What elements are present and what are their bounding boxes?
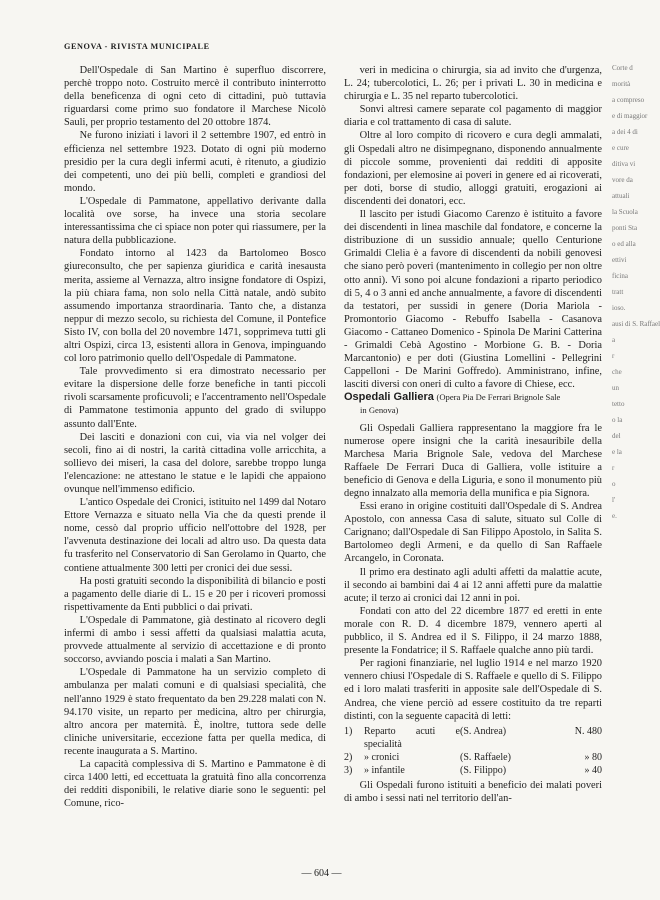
paragraph: Gli Ospedali furono istituiti a beneficio dei malati poveri di ambo i sessi nati nel territorio dell'an- bbox=[344, 780, 602, 805]
bleed-fragment: ditiva vi bbox=[612, 160, 636, 168]
capacity-val: N. 480 bbox=[574, 725, 602, 737]
page-number: — 604 — bbox=[301, 868, 342, 879]
paragraph: Essi erano in origine costituiti dall'Ospedale di S. Andrea Apostolo, con annessa Casa di salute, situato sul Colle di Carignano; dall'Ospedale di San Filippo Apostolo, in Salita S. Bartolomeo degli Armeni, e da quello di San Raffaele Arcangelo, in Coronata. bbox=[344, 501, 602, 565]
bleed-fragment: o la bbox=[612, 416, 623, 424]
capacity-loc: (S. Andrea) bbox=[460, 725, 507, 737]
bleed-fragment: l' bbox=[612, 496, 616, 504]
capacity-row bbox=[344, 764, 602, 777]
capacity-val: » 80 bbox=[584, 751, 602, 763]
paragraph: La capacità complessiva di S. Martino e Pammatone è di circa 1400 letti, ed eccettuata la gratuità fino alla concorrenza dei redditi disponibili, le relative diarie sono le seguenti: pel Comune, rico- bbox=[64, 758, 326, 810]
capacity-name: » infantile bbox=[364, 764, 405, 776]
bleed-fragment: attuali bbox=[612, 192, 630, 200]
bleed-fragment: e. bbox=[612, 512, 617, 520]
running-header: GENOVA - RIVISTA MUNICIPALE bbox=[64, 42, 210, 51]
paragraph: L'Ospedale di Pammatone, già destinato al ricovero degli infermi di ambo i sessi affetti da qualsiasi malattia acuta, provvede attualmente al servizio di accettazione e di pronto soccorso, avviando poscia i malati a San Martino. bbox=[64, 614, 326, 666]
capacity-num: 2) bbox=[344, 751, 353, 763]
bleed-fragment: a bbox=[612, 336, 616, 344]
paragraph: Tale provvedimento si era dimostrato necessario per evitare la dispersione delle forze benefiche in tanti piccoli rivoli scarsamente proficuvoli; e l'accentramento nell'Ospedale di Pammatone testimonia appunto del grado di sviluppo assunto dall'Ente. bbox=[64, 366, 326, 430]
bleed-fragment: vore da bbox=[612, 176, 633, 184]
paragraph: L'antico Ospedale dei Cronici, istituito nel 1499 dal Notaro Ettore Vernazza e situato nella Via che da questi prende il nome, cessò dal proprio ufficio nell'ottobre del 1928, per l'avvenuta destinazione dei locali ad altro uso. Da questa data fu trasferito nel Conservatorio di San Gerolamo in Quarto, che contiene attualmente 300 letti per cronici dei due sessi. bbox=[64, 497, 326, 574]
capacity-num: 3) bbox=[344, 764, 353, 776]
left-column bbox=[64, 64, 326, 810]
paragraph: Oltre al loro compito di ricovero e cura degli ammalati, gli Ospedali altro ne disimpegnano, disponendo annualmente di piccole somme, provenienti dai redditi di apposite fondazioni, per elemosine ai poveri in genere ed ai ricoverati, per doti, borse di studio, alloggi gratuiti, erogazioni ai discendenti dei donatori, ecc. bbox=[344, 130, 602, 207]
paragraph: Dell'Ospedale di San Martino è superfluo discorrere, perchè troppo noto. Costruito mercè il contributo ininterrotto della beneficenza di ogni ceto di cittadini, può tuttavia riguardarsi come primo suo fondatore il Marchese Nicolò Sauli, per proprio testamento del 20 ottobre 1874. bbox=[64, 65, 326, 129]
paragraph: Il lascito per istudi Giacomo Carenzo è istituito a favore dei discendenti in linea maschile dal fondatore, e concerne la distribuzione di un sussidio annuale; quello Centurione Grimaldi Clelia è a favore di discendenti da nobili genovesi che siano però poveri (mantenimento in collegio per non oltre otto anni). Vi sono poi alcune fondazioni a riparto periodico di 5, 4 o 3 anni ed anche annualmente, a favore di discendenti da testatori, per sussidi in genere (Doria Mariola - Promontorio Giacomo - Rebuffo Isabella - Casanova Giacomo - Cattaneo Domenico - Spinola De Marini Catterina - Grimaldi Cebà Agostino - Morbione G. B. - Doria Marcantonio) e per doti (Giustina Lomellini - Pellegrini Cappelloni - De Marini Goffredo). Amministrano, infine, lasciti diversi con oneri di culto a favore di Chiese, ecc. bbox=[344, 209, 602, 391]
paragraph: Per ragioni finanziarie, nel luglio 1914 e nel marzo 1920 vennero chiusi l'Ospedale di S. Raffaele e quello di S. Filippo ed i loro malati trasferiti in apposite sale dell'Ospedale di S. Andrea, che viene perciò ad essere costituito da tre reparti distinti, con la seguente capacità di letti: bbox=[344, 658, 602, 722]
section-title: Ospedali Galliera bbox=[344, 391, 434, 404]
bleed-fragment: tratt bbox=[612, 288, 624, 296]
bleed-fragment: un bbox=[612, 384, 619, 392]
bleed-fragment: ficina bbox=[612, 272, 628, 280]
paragraph: Gli Ospedali Galliera rappresentano la maggiore fra le numerose opere insigni che la carità inesauribile della Marchesa Maria Brignole Sale, vedova del Marchese Raffaele De Ferrari Duca di Galliera, volle istituire a beneficio di Genova e della Liguria, e sono il monumento più degno innalzato alla memoria della munifica e pia Signora. bbox=[344, 422, 602, 499]
paragraph: Ha posti gratuiti secondo la disponibilità di bilancio e posti a pagamento delle diarie di L. 15 e 20 per i ricoveri promossi rispettivamente da Enti pubblici o dai privati. bbox=[64, 575, 326, 613]
adjacent-page-bleed bbox=[612, 60, 660, 860]
bleed-fragment: morità bbox=[612, 80, 631, 88]
right-column bbox=[344, 64, 602, 805]
bleed-fragment: e la bbox=[612, 448, 622, 456]
bleed-fragment: o ed alla bbox=[612, 240, 636, 248]
bleed-fragment: del bbox=[612, 432, 621, 440]
capacity-num: 1) bbox=[344, 725, 353, 737]
bleed-fragment: ponti Sta bbox=[612, 224, 638, 232]
section-heading bbox=[344, 391, 602, 417]
bleed-fragment: tetto bbox=[612, 400, 625, 408]
bleed-fragment: che bbox=[612, 368, 622, 376]
paragraph: L'Ospedale di Pammatone ha un servizio completo di ambulanza per malati comuni e di qualsiasi specialità, che nell'anno 1929 è stato frequentato da ben 29.228 malati con N. 94.170 visite, un reparto per medicina, altro per chirurgia, altro ancora per maternità. È, inoltre, tuttora sede delle cliniche universitarie, eccezione fatta per quella medica, di recente inaugurata a S. Martino. bbox=[64, 667, 326, 757]
bleed-fragment: e cure bbox=[612, 144, 629, 152]
paragraph: Il primo era destinato agli adulti affetti da malattie acute, il secondo ai bambini dai 4 ai 12 anni affetti pure da malattie acute; il terzo ai cronici dai 12 anni in poi. bbox=[344, 566, 602, 604]
paragraph: Fondato intorno al 1423 da Bartolomeo Bosco giureconsulto, che per sapienza giuridica e carità inesausta merita, assieme al Vernazza, altro insigne fondatore di Ospizi, la più chiara fama, non solo nella Città natale, andò subito assumendo importanza straordinaria. Tanto che, a distanza neppur di mezzo secolo, su richiesta del Comune, il Pontefice Sisto IV, con bolla del 20 novembre 1471, sopprimeva tutti gli altri Ospizi, circa 13, esistenti allora in Genova, impinguando col loro patrimonio quello dell'Ospedale di Pammatone. bbox=[64, 248, 326, 365]
capacity-row bbox=[344, 725, 602, 751]
paragraph: L'Ospedale di Pammatone, appellativo derivante dalla località ove sorse, ha invece una storia secolare interessantissima che ci spiace non poter qui riassumere, per la natura della pubblicazione. bbox=[64, 195, 326, 247]
bleed-fragment: ettivi bbox=[612, 256, 627, 264]
section-subtitle-line2: in Genova) bbox=[360, 405, 399, 416]
bleed-fragment: Corte d bbox=[612, 64, 633, 72]
section-subtitle: (Opera Pia De Ferrari Brignole Sale bbox=[436, 392, 561, 403]
capacity-name: » cronici bbox=[364, 751, 400, 763]
capacity-list bbox=[344, 725, 602, 777]
paragraph: Fondati con atto del 22 dicembre 1877 ed eretti in ente morale con R. D. 4 dicembre 1879, vennero aperti al pubblico, il S. Andrea ed il S. Filippo, il 24 marzo 1888, presente la Fondatrice; il S. Raffaele qualche anno più tardi. bbox=[344, 605, 602, 657]
capacity-loc: (S. Filippo) bbox=[460, 764, 507, 776]
bleed-fragment: r bbox=[612, 352, 615, 360]
paragraph: Sonvi altresì camere separate col pagamento di maggior diaria e col trattamento di casa di salute. bbox=[344, 104, 602, 129]
capacity-val: » 40 bbox=[584, 764, 602, 776]
paragraph: Ne furono iniziati i lavori il 2 settembre 1907, ed entrò in efficienza nel settembre 1923. Dotato di ogni più moderno presidio per la cura degli infermi acuti, è ritenuto, a giudizio dei competenti, uno dei più belli, completi e grandiosi del mondo. bbox=[64, 130, 326, 194]
bleed-fragment: la Scuola bbox=[612, 208, 638, 216]
bleed-fragment: r bbox=[612, 464, 615, 472]
paragraph: Dei lasciti e donazioni con cui, via via nel volger dei secoli, fino ai di nostri, la carità cittadina volle arricchita, a sollievo dei miseri, la casa del dolore, sarebbe troppo lunga l'elencazione: ne attestano le statue e le lapidi che appaiono ovunque nell'immenso edificio. bbox=[64, 431, 326, 495]
bleed-fragment: ausi di S. Raffael bbox=[612, 320, 660, 328]
bleed-fragment: e di maggior bbox=[612, 112, 648, 120]
bleed-fragment: a dei 4 di bbox=[612, 128, 638, 136]
paragraph: veri in medicina o chirurgia, sia ad invito che d'urgenza, L. 24; tubercolotici, L. 26; per i privati L. 30 in medicina e chirurgia e L. 35 nel reparto tubercolotici. bbox=[344, 65, 602, 103]
bleed-fragment: ioso. bbox=[612, 304, 626, 312]
bleed-fragment: o bbox=[612, 480, 616, 488]
bleed-fragment: a compreso bbox=[612, 96, 645, 104]
capacity-name: Reparto acuti e specialità bbox=[364, 725, 460, 750]
capacity-loc: (S. Raffaele) bbox=[460, 751, 511, 763]
capacity-row bbox=[344, 751, 602, 764]
